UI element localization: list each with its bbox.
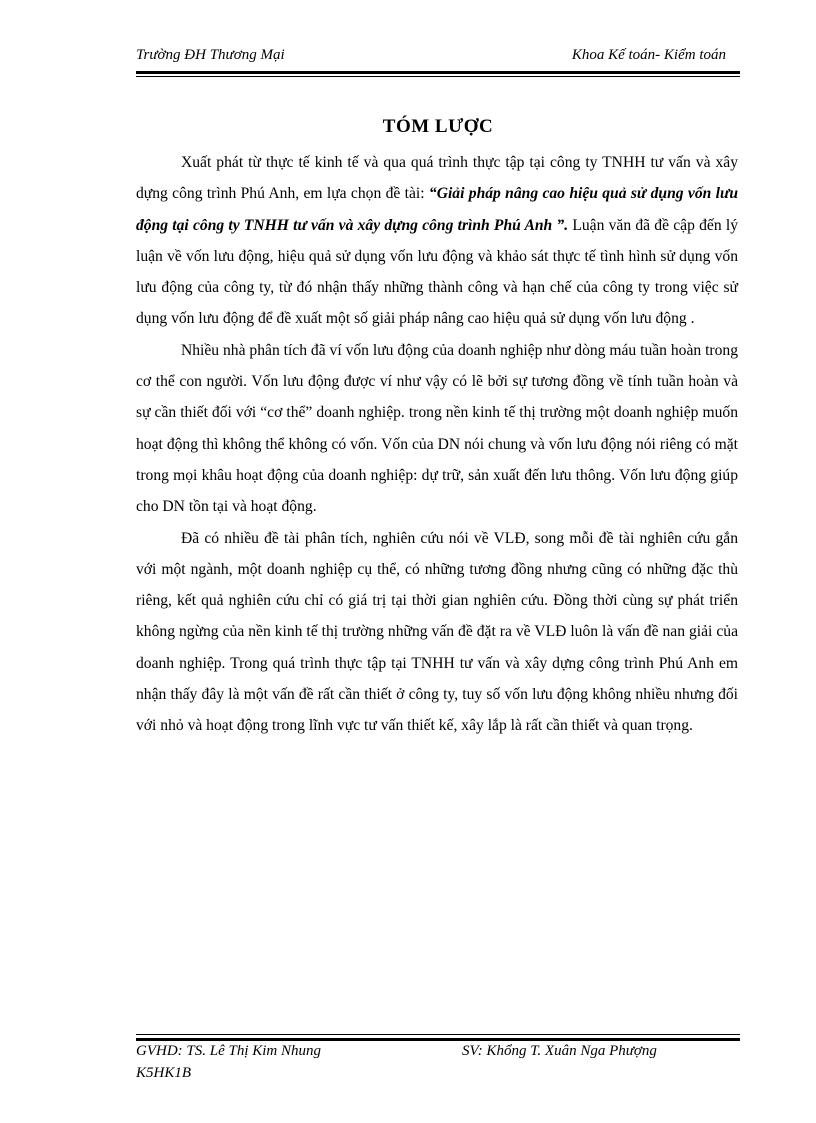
body-text [136,147,738,742]
header-faculty: Khoa Kế toán- Kiểm toán [571,47,726,63]
paragraph-1 [136,147,738,335]
footer-class: K5HK1B [136,1065,192,1081]
footer-rule-thin [136,1034,740,1035]
header-school: Trường ĐH Thương Mại [136,47,285,63]
page-title: TÓM LƯỢC [382,116,494,137]
paragraph-1-rest: Luận văn đã đề cập đến lý luận về vốn lưu động, hiệu quả sử dụng vốn lưu động và khảo sát thực tế tình hình sử dụng vốn lưu động của công ty, từ đó nhận thấy những thành công và hạn chế của công ty trong việc sử dụng vốn lưu động để đề xuất một số giải pháp nâng cao hiệu quả sử dụng vốn lưu động . [136,216,738,328]
footer-student: SV: Khổng T. Xuân Nga Phượng [462,1043,657,1059]
header-rule-thick [136,71,740,74]
header-rule-thin [136,76,740,77]
paragraph-2: Nhiều nhà phân tích đã ví vốn lưu động của doanh nghiệp như dòng máu tuần hoàn trong cơ thể con người. Vốn lưu động được ví như vậy có lẽ bởi sự tương đồng về tính tuần hoàn và sự cần thiết đối với “cơ thể” doanh nghiệp. trong nền kinh tế thị trường một doanh nghiệp muốn hoạt động thì không thể không có vốn. Vốn của DN nói chung và vốn lưu động nói riêng có mặt trong mọi khâu hoạt động của doanh nghiệp: dự trữ, sản xuất đến lưu thông. Vốn lưu động giúp cho DN tồn tại và hoạt động. [136,341,738,516]
paragraph-3: Đã có nhiều đề tài phân tích, nghiên cứu nói về VLĐ, song mỗi đề tài nghiên cứu gắn với một ngành, một doanh nghiệp cụ thể, có những tương đồng nhưng cũng có những đặc thù riêng, kết quả nghiên cứu chỉ có giá trị tại thời gian nghiên cứu. Đồng thời cùng sự phát triển không ngừng của nền kinh tế thị trường những vấn đề đặt ra về VLĐ luôn là vấn đề nan giải của doanh nghiệp. Trong quá trình thực tập tại TNHH tư vấn và xây dựng công trình Phú Anh em nhận thấy đây là một vấn đề rất cần thiết ở công ty, tuy số vốn lưu động không nhiều nhưng đối với nhỏ và hoạt động trong lĩnh vực tư vấn thiết kế, xây lắp là rất cần thiết và quan trọng. [136,529,738,735]
paragraph-1-intro: Xuất phát từ thực tế kinh tế và qua quá trình thực tập tại công ty TNHH tư vấn và xây dựng công trình Phú Anh, em lựa chọn đề tài: [136,154,738,203]
footer-advisor: GVHD: TS. Lê Thị Kim Nhung [136,1043,322,1059]
page-header [136,47,726,69]
thesis-topic: “Giải pháp nâng cao hiệu quả sử dụng vốn lưu động tại công ty TNHH tư vấn và xây dựng công trình Phú Anh ”. [136,185,738,234]
